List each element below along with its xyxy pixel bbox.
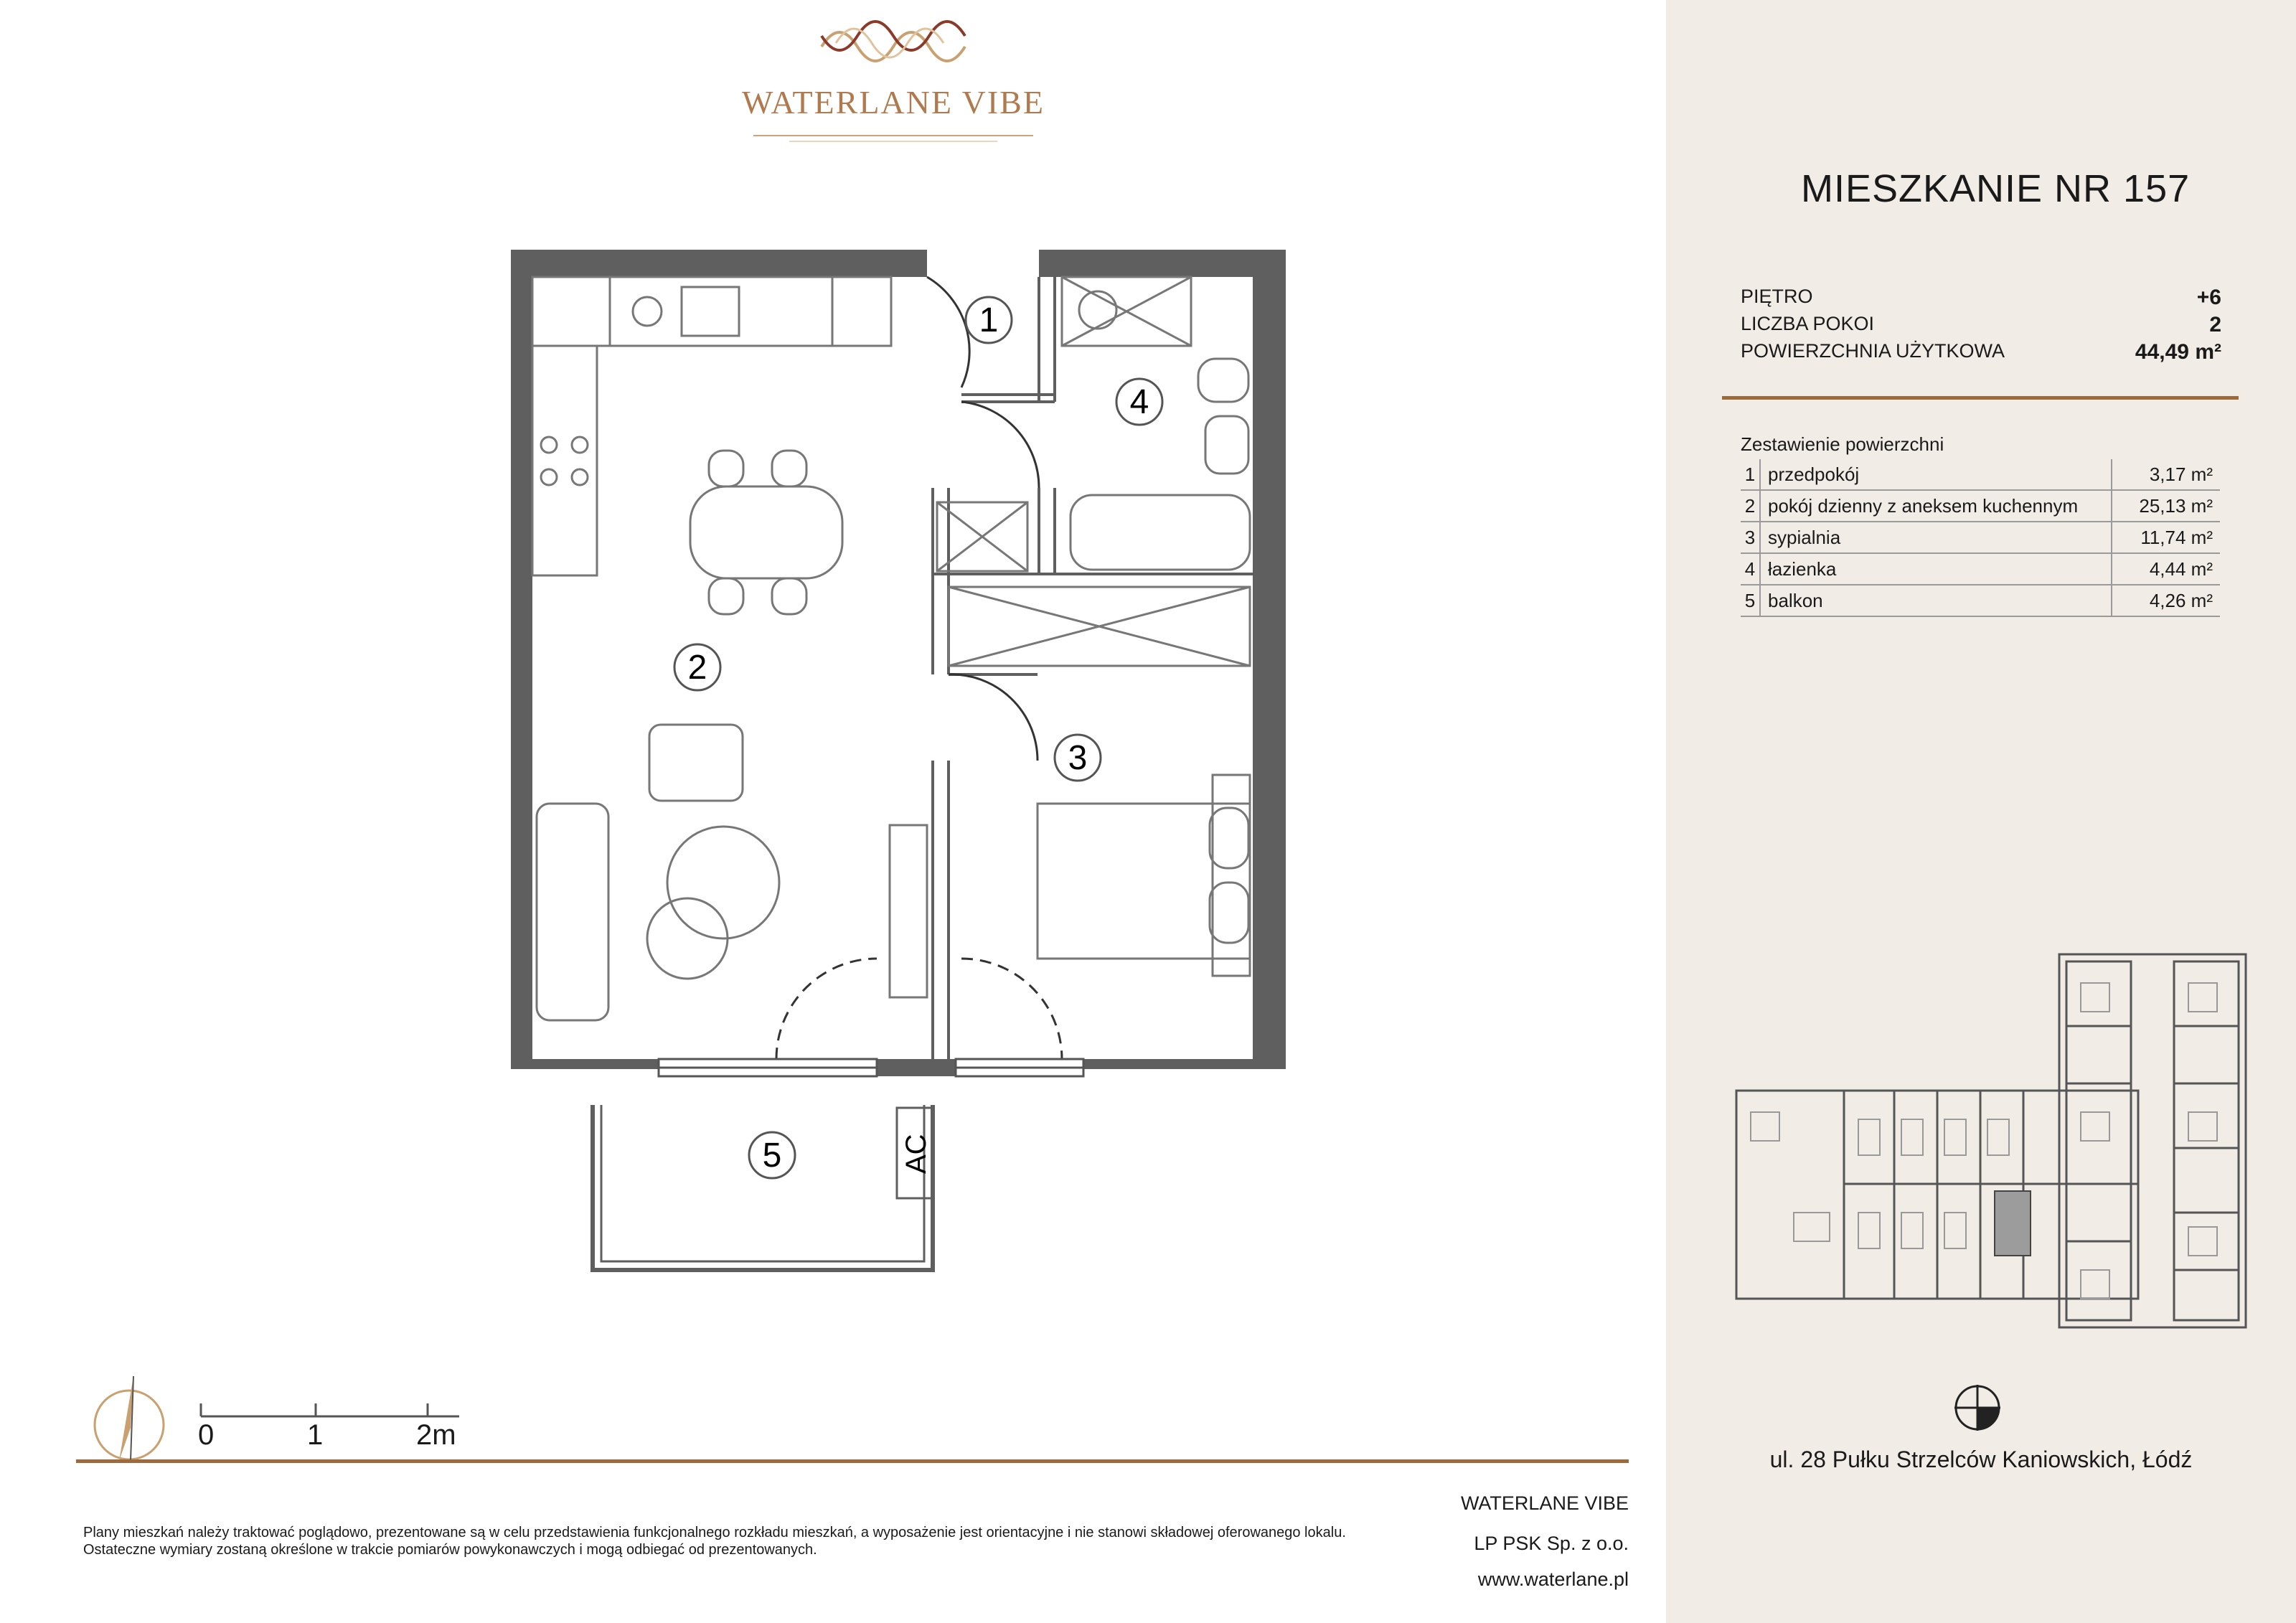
disclaimer (83, 1524, 1446, 1558)
room-number: 5 (1741, 585, 1760, 616)
brand-name: WATERLANE VIBE (742, 84, 1045, 121)
footer-divider (76, 1459, 1629, 1463)
room-area: 3,17 m² (2112, 459, 2220, 490)
partitions (933, 277, 1253, 1059)
table-row (1741, 490, 2220, 522)
usable-area-label: POWIERZCHNIA UŻYTKOWA (1741, 340, 2005, 362)
highlighted-unit (1995, 1191, 2031, 1256)
room-marker-1: 1 (979, 301, 999, 339)
room-area: 11,74 m² (2112, 522, 2220, 553)
info-divider (1722, 396, 2239, 400)
company-name: WATERLANE VIBE (1460, 1492, 1629, 1514)
room-number: 1 (1741, 459, 1760, 490)
room-area: 4,44 m² (2112, 553, 2220, 585)
rooms-count-label: LICZBA POKOI (1741, 313, 1875, 334)
scale-label-1: 1 (307, 1419, 324, 1451)
floor-value: +6 (2196, 286, 2221, 309)
bedroom-fittings (949, 587, 1250, 976)
scale-bar (201, 1403, 459, 1416)
room-area: 4,26 m² (2112, 585, 2220, 616)
address: ul. 28 Pułku Strzelców Kaniowskich, Łódź (1769, 1446, 2193, 1472)
floor-row (1741, 286, 2221, 310)
ac-label: AC (900, 1134, 932, 1174)
room-name: przedpokój (1760, 459, 2112, 490)
table-row (1741, 522, 2220, 553)
room-number: 2 (1741, 490, 1760, 522)
kitchen-fittings (532, 277, 891, 575)
north-arrow-icon (1952, 1382, 2003, 1434)
table-row (1741, 585, 2220, 616)
rooms-count-value: 2 (2209, 313, 2221, 337)
usable-area-row (1741, 340, 2221, 364)
living-furniture (537, 725, 927, 1020)
room-name: łazienka (1760, 553, 2112, 585)
floor-label: PIĘTRO (1741, 286, 1813, 307)
room-area: 25,13 m² (2112, 490, 2220, 522)
rooms-table-title: Zestawienie powierzchni (1741, 433, 1944, 455)
room-marker-2: 2 (687, 649, 707, 687)
info-panel-background (1666, 0, 2296, 1623)
scale-label-0: 0 (198, 1419, 215, 1451)
windows (659, 1059, 1083, 1076)
room-name: sypialnia (1760, 522, 2112, 553)
room-marker-4: 4 (1129, 383, 1149, 421)
dining-set (690, 451, 842, 614)
rooms-table (1741, 459, 2220, 617)
room-marker-3: 3 (1068, 739, 1088, 777)
company-legal-name: LP PSK Sp. z o.o. (1474, 1533, 1629, 1554)
building-key-plan (1722, 940, 2267, 1342)
table-row (1741, 459, 2220, 490)
disclaimer-line-2: Ostateczne wymiary zostaną określone w trakcie pomiarów powykonawczych i mogą odbiegać od prezentowanych. (83, 1542, 817, 1558)
room-marker-circles (674, 297, 1162, 1178)
room-number: 3 (1741, 522, 1760, 553)
walls (511, 250, 1286, 1076)
room-marker-5: 5 (762, 1137, 782, 1175)
apartment-title: MIESZKANIE NR 157 (1801, 167, 2191, 210)
room-number: 4 (1741, 553, 1760, 585)
website-link[interactable]: www.waterlane.pl (1477, 1568, 1629, 1590)
balcony-outline (593, 1105, 933, 1270)
disclaimer-line-1: Plany mieszkań należy traktować poglądowo, prezentowane są w celu przedstawienia funkcjonalnego rozkładu mieszkań, a wyposażenie jest orientacyjne i nie stanowi składowej oferowanego lokalu. (83, 1525, 1346, 1540)
room-name: pokój dzienny z aneksem kuchennym (1760, 490, 2112, 522)
compass-icon (95, 1376, 164, 1461)
table-row (1741, 553, 2220, 585)
rooms-count-row (1741, 313, 2221, 337)
usable-area-value: 44,49 m² (2135, 340, 2221, 364)
room-name: balkon (1760, 585, 2112, 616)
scale-label-2m: 2m (416, 1419, 456, 1451)
